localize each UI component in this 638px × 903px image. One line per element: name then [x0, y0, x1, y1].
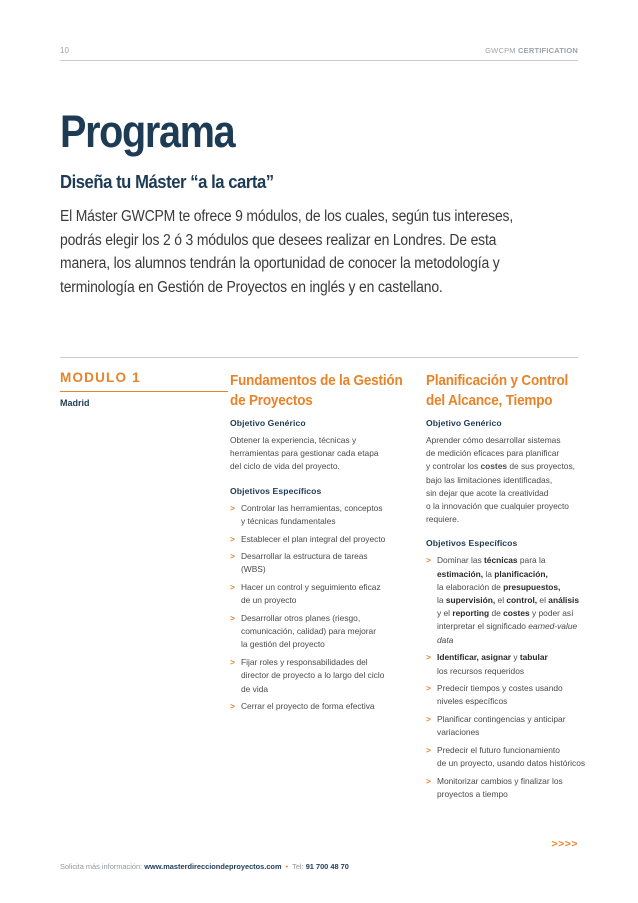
arrow-icon: > [426, 775, 431, 786]
course-title-line: del Alcance, Tiempo [426, 392, 553, 409]
module-location: Madrid [60, 398, 90, 408]
arrow-icon: > [426, 555, 431, 566]
general-objective-text [230, 434, 405, 474]
objectives-list [230, 502, 405, 714]
general-objective-heading: Objetivo Genérico [230, 418, 306, 428]
continue-indicator: >>>> [551, 838, 578, 850]
page-number: 10 [60, 46, 69, 55]
specific-objectives-heading: Objetivos Específicos [230, 485, 322, 496]
list-item: > Controlar las herramientas, conceptos y técnicas fundamentales [230, 502, 383, 526]
page-title: Programa [60, 106, 235, 157]
list-item: > Monitorizar cambios y finalizar los proyectos a tiempo [426, 775, 563, 800]
page-footer [60, 862, 349, 871]
arrow-icon: > [230, 533, 235, 544]
course-title [230, 371, 403, 411]
page-subtitle: Diseña tu Máster “a la carta” [60, 171, 274, 192]
arrow-icon: > [230, 502, 235, 513]
list-item: > Cerrar el proyecto de forma efectiva [230, 700, 405, 713]
list-item: > Planificar contingencias y anticipar variaciones [426, 714, 566, 738]
list-item: > Predecir el futuro funcionamiento de un proyecto, usando datos históricos [426, 745, 586, 769]
footer-tel-label: Tel: [292, 862, 306, 871]
bullet-separator: • [285, 862, 289, 871]
list-item: > Identificar, asignar y tabular los recursos requeridos [426, 652, 548, 676]
text-line: herramientas para gestionar cada etapa [230, 448, 379, 459]
certification-label [485, 46, 578, 55]
arrow-icon: > [230, 613, 235, 624]
module-rule [60, 391, 228, 392]
page-header [60, 46, 578, 62]
list-item: > Desarrollar la estructura de tareas (WBS) [230, 551, 368, 575]
text-line: del ciclo de vida del proyecto. [230, 461, 340, 472]
section-divider [60, 357, 578, 358]
course-title-line: Planificación y Control [426, 372, 569, 389]
course-title-line: de Proyectos [230, 392, 313, 409]
arrow-icon: > [426, 745, 431, 756]
course-column-fundamentos [230, 371, 405, 718]
list-item: > Predecir tiempos y costes usando niveles específicos [426, 683, 563, 707]
phone-number[interactable]: 91 700 48 70 [305, 862, 349, 871]
list-item: > Dominar las técnicas para la estimación, la planificación, la elaboración de presupuestos, la supervisión, el control, el análisis y el reporting de costes y poder así interpretar el significado earned-value data [426, 555, 580, 645]
text-line: Obtener la experiencia, técnicas y [230, 435, 357, 445]
website-link[interactable]: www.masterdirecciondeproyectos.com [144, 862, 282, 871]
objectives-list [426, 554, 601, 801]
list-item: > Establecer el plan integral del proyecto [230, 533, 405, 546]
course-title-line: Fundamentos de la Gestión [230, 372, 403, 389]
general-objective-text: Aprender cómo desarrollar sistemas de medición eficaces para planificar y controlar los costes de sus proyectos, bajo las limitaciones identificadas, sin dejar que acote la creatividad o la innovación que cualquier proyecto requiere. [426, 435, 575, 525]
general-objective-heading: Objetivo Genérico [426, 418, 502, 428]
arrow-icon: > [426, 652, 431, 663]
arrow-icon: > [230, 551, 235, 562]
header-rule [60, 60, 578, 61]
arrow-icon: > [426, 683, 431, 694]
cert-prefix: GWCPM [485, 46, 516, 55]
specific-objectives-heading: Objetivos Específicos [426, 538, 518, 549]
module-title: MODULO 1 [60, 370, 141, 385]
arrow-icon: > [230, 701, 235, 712]
arrow-icon: > [230, 582, 235, 593]
intro-paragraph: El Máster GWCPM te ofrece 9 módulos, de los cuales, según tus intereses, podrás elegir los 2 ó 3 módulos que desees realizar en Londres. De esta manera, los alumnos tendrán la oportunidad de conocer la metodología y terminología en Gestión de Proyectos en inglés y en castellano. [60, 208, 514, 296]
course-title [426, 371, 584, 411]
list-item: > Hacer un control y seguimiento eficaz de un proyecto [230, 582, 381, 606]
arrow-icon: > [230, 657, 235, 668]
list-item: > Fijar roles y responsabilidades del director de proyecto a lo largo del ciclo de vida [230, 657, 385, 694]
footer-prefix: Solicita más información: [60, 862, 145, 871]
cert-bold: CERTIFICATION [518, 46, 578, 55]
arrow-icon: > [426, 714, 431, 725]
list-item: > Desarrollar otros planes (riesgo, comunicación, calidad) para mejorar la gestión del proyecto [230, 613, 376, 650]
course-column-planificacion [426, 371, 601, 806]
